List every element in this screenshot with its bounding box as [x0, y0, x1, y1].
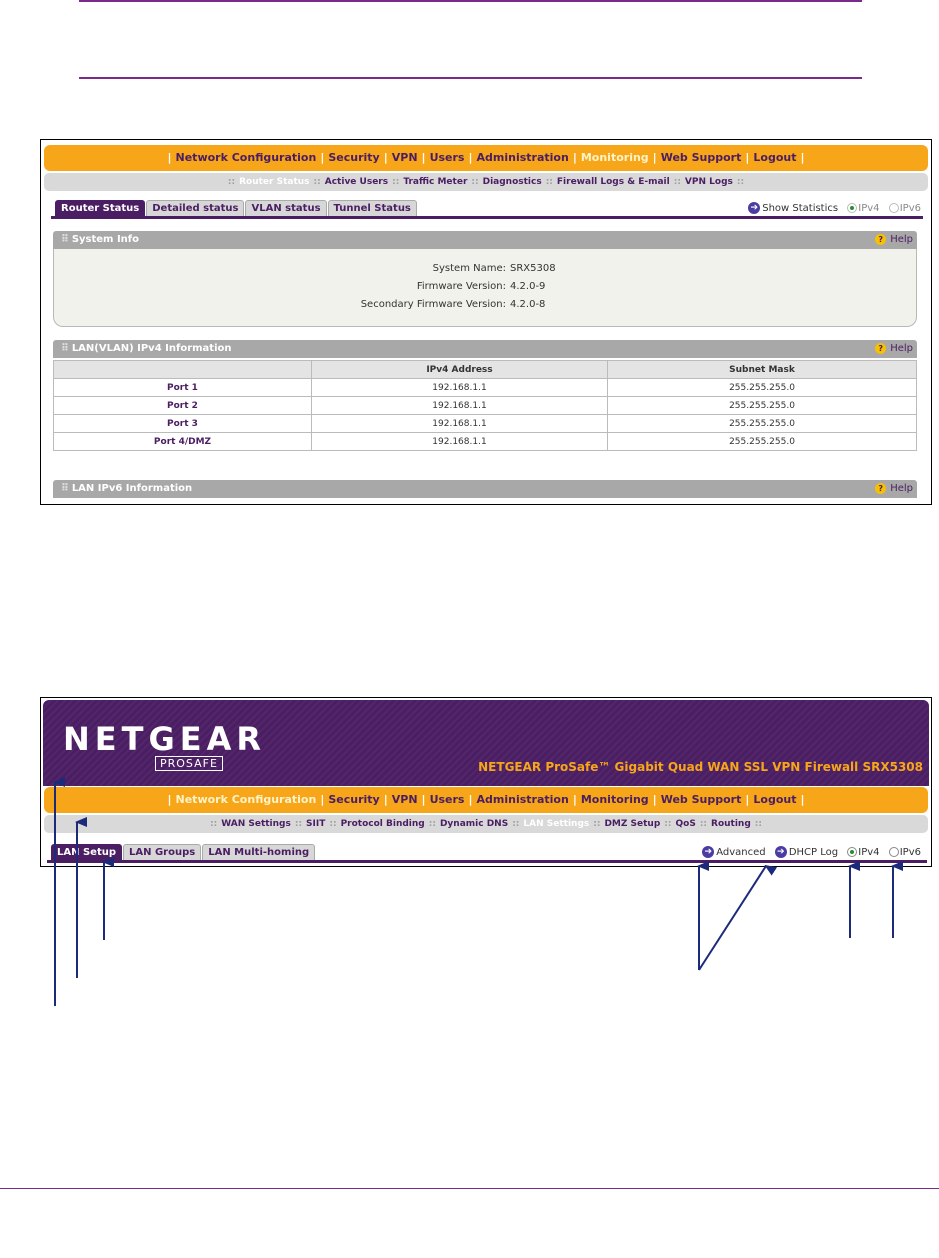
submenu-item-traffic-meter[interactable]: Traffic Meter	[403, 177, 468, 187]
submenu-item-dynamic-dns[interactable]: Dynamic DNS	[439, 819, 509, 829]
footer-rule	[0, 1188, 939, 1189]
submenu-item-siit[interactable]: SIIT	[306, 819, 326, 829]
table-row	[54, 397, 917, 415]
menu-item-logout[interactable]: Logout	[753, 793, 797, 806]
question-icon: ?	[875, 483, 886, 494]
menu-item-administration[interactable]: Administration	[476, 151, 569, 164]
menu-separator: |	[468, 793, 473, 806]
arrow-right-icon: ➔	[702, 846, 714, 858]
submenu-separator: ::	[329, 819, 337, 829]
submenu-separator: ::	[392, 177, 400, 187]
ipv4-address-column-header: IPv4 Address	[312, 361, 608, 379]
top-rule	[79, 0, 862, 2]
grip-icon: ⠿	[61, 234, 68, 245]
system-info-header: ⠿ System Info ? Help	[53, 231, 917, 249]
secondary-firmware-value: 4.2.0-8	[510, 299, 546, 310]
menu-separator: |	[800, 793, 805, 806]
system-name-value: SRX5308	[510, 263, 556, 274]
submenu-separator: ::	[294, 819, 303, 829]
menu-separator: |	[320, 793, 325, 806]
submenu-separator: ::	[210, 819, 218, 829]
ipv4-radio[interactable]	[847, 203, 857, 213]
tab-tunnel-status[interactable]: Tunnel Status	[328, 200, 417, 216]
callout-dhcp-log	[699, 866, 766, 970]
lan-ipv4-table	[53, 360, 917, 451]
menu-separator: |	[167, 793, 172, 806]
menu-separator: |	[572, 793, 577, 806]
table-row	[54, 415, 917, 433]
help-link[interactable]: ? Help	[875, 340, 913, 358]
submenu-separator: ::	[673, 177, 681, 187]
product-name: NETGEAR ProSafe™ Gigabit Quad WAN SSL VPN Firewall SRX5308	[478, 760, 923, 774]
menu-item-vpn[interactable]: VPN	[391, 151, 418, 164]
menu-separator: |	[800, 151, 805, 164]
subnet-mask-cell: 255.255.255.0	[608, 433, 917, 451]
firmware-version-value: 4.2.0-9	[510, 281, 546, 292]
grip-icon: ⠿	[61, 483, 68, 494]
netgear-banner	[43, 700, 929, 786]
menu-item-web-support[interactable]: Web Support	[660, 793, 742, 806]
submenu-item-lan-settings[interactable]: LAN Settings	[523, 819, 590, 829]
ipv6-radio[interactable]	[889, 203, 899, 213]
port-cell: Port 4/DMZ	[54, 433, 312, 451]
lan-ipv4-header: ⠿ LAN(VLAN) IPv4 Information ? Help	[53, 340, 917, 358]
menu-separator: |	[745, 151, 750, 164]
menu-separator: |	[652, 151, 657, 164]
subnet-mask-column-header: Subnet Mask	[608, 361, 917, 379]
submenu-separator: ::	[227, 177, 236, 187]
menu-item-users[interactable]: Users	[429, 151, 465, 164]
question-icon: ?	[875, 343, 886, 354]
view-options	[702, 846, 921, 858]
submenu-item-dmz-setup[interactable]: DMZ Setup	[604, 819, 661, 829]
tab-router-status[interactable]: Router Status	[55, 200, 145, 216]
submenu-item-qos[interactable]: QoS	[675, 819, 696, 829]
submenu-item-vpn-logs[interactable]: VPN Logs	[684, 177, 733, 187]
show-statistics-link[interactable]: ➔ Show Statistics	[748, 203, 838, 214]
submenu-separator: ::	[471, 177, 479, 187]
tab-lan-multi-homing[interactable]: LAN Multi-homing	[202, 844, 315, 860]
subnet-mask-cell: 255.255.255.0	[608, 397, 917, 415]
tab-vlan-status[interactable]: VLAN status	[245, 200, 326, 216]
lan-ipv6-header: ⠿ LAN IPv6 Information ? Help	[53, 480, 917, 498]
menu-item-monitoring[interactable]: Monitoring	[580, 151, 649, 164]
submenu-item-wan-settings[interactable]: WAN Settings	[221, 819, 291, 829]
system-info-panel	[53, 249, 917, 327]
menu-separator: |	[421, 151, 426, 164]
menu-item-web-support[interactable]: Web Support	[660, 151, 742, 164]
table-row	[54, 433, 917, 451]
menu-item-vpn[interactable]: VPN	[391, 793, 418, 806]
sub-menu	[44, 815, 928, 833]
tab-underline	[51, 216, 923, 219]
submenu-separator: ::	[699, 819, 708, 829]
menu-item-administration[interactable]: Administration	[476, 793, 569, 806]
system-name-label: System Name:	[432, 263, 506, 274]
firmware-version-label: Firmware Version:	[416, 281, 506, 292]
subnet-mask-cell: 255.255.255.0	[608, 379, 917, 397]
view-options	[748, 202, 921, 214]
dhcp-log-link[interactable]: ➔ DHCP Log	[775, 847, 838, 858]
submenu-item-router-status[interactable]: Router Status	[239, 177, 310, 187]
port-cell: Port 1	[54, 379, 312, 397]
ipv4-label: IPv4	[858, 203, 880, 214]
question-icon: ?	[875, 234, 886, 245]
tab-underline	[47, 860, 927, 863]
help-link[interactable]: ? Help	[875, 480, 913, 498]
menu-separator: |	[320, 151, 325, 164]
menu-item-logout[interactable]: Logout	[753, 151, 797, 164]
port-column-header	[54, 361, 312, 379]
tab-lan-setup[interactable]: LAN Setup	[51, 844, 122, 860]
menu-separator: |	[383, 793, 388, 806]
tab-lan-groups[interactable]: LAN Groups	[123, 844, 201, 860]
ipv4-address-cell: 192.168.1.1	[312, 415, 608, 433]
menu-item-network-configuration[interactable]: Network Configuration	[175, 151, 317, 164]
submenu-item-routing[interactable]: Routing	[711, 819, 751, 829]
port-cell: Port 3	[54, 415, 312, 433]
advanced-link[interactable]: ➔ Advanced	[702, 847, 765, 858]
grip-icon: ⠿	[61, 343, 68, 354]
submenu-separator: ::	[428, 819, 436, 829]
header-rule	[79, 77, 862, 79]
prosafe-logo: PROSAFE	[155, 756, 223, 771]
secondary-firmware-label: Secondary Firmware Version:	[360, 299, 506, 310]
tab-detailed-status[interactable]: Detailed status	[146, 200, 244, 216]
submenu-separator: ::	[736, 177, 745, 187]
arrow-right-icon: ➔	[748, 202, 760, 214]
menu-separator: |	[383, 151, 388, 164]
submenu-item-protocol-binding[interactable]: Protocol Binding	[340, 819, 425, 829]
submenu-separator: ::	[664, 819, 672, 829]
menu-item-security[interactable]: Security	[328, 151, 380, 164]
submenu-item-diagnostics[interactable]: Diagnostics	[482, 177, 542, 187]
arrow-right-icon: ➔	[775, 846, 787, 858]
menu-item-security[interactable]: Security	[328, 793, 380, 806]
ipv6-radio[interactable]	[889, 847, 899, 857]
submenu-separator: ::	[313, 177, 321, 187]
menu-item-users[interactable]: Users	[429, 793, 465, 806]
submenu-separator: ::	[545, 177, 553, 187]
submenu-separator: ::	[593, 819, 601, 829]
lan-setup-screenshot	[40, 697, 932, 867]
port-cell: Port 2	[54, 397, 312, 415]
submenu-item-firewall-logs-e-mail[interactable]: Firewall Logs & E-mail	[556, 177, 670, 187]
submenu-item-active-users[interactable]: Active Users	[324, 177, 389, 187]
submenu-separator: ::	[754, 819, 762, 829]
ipv4-radio[interactable]	[847, 847, 857, 857]
menu-separator: |	[652, 793, 657, 806]
menu-separator: |	[572, 151, 577, 164]
menu-separator: |	[468, 151, 473, 164]
ipv6-label: IPv6	[899, 203, 921, 214]
ipv4-address-cell: 192.168.1.1	[312, 379, 608, 397]
menu-item-monitoring[interactable]: Monitoring	[580, 793, 649, 806]
table-header-row	[54, 361, 917, 379]
table-row	[54, 379, 917, 397]
ipv6-label: IPv6	[899, 847, 921, 858]
main-menu	[44, 145, 928, 171]
help-link[interactable]: ? Help	[875, 231, 913, 249]
menu-separator: |	[421, 793, 426, 806]
router-status-screenshot	[40, 139, 932, 505]
menu-separator: |	[167, 151, 172, 164]
menu-item-network-configuration[interactable]: Network Configuration	[175, 793, 317, 806]
ipv4-address-cell: 192.168.1.1	[312, 433, 608, 451]
ipv4-address-cell: 192.168.1.1	[312, 397, 608, 415]
menu-separator: |	[745, 793, 750, 806]
ipv4-label: IPv4	[858, 847, 880, 858]
sub-menu	[44, 173, 928, 191]
main-menu	[44, 787, 928, 813]
submenu-separator: ::	[512, 819, 520, 829]
netgear-logo: NETGEAR	[63, 720, 266, 758]
subnet-mask-cell: 255.255.255.0	[608, 415, 917, 433]
